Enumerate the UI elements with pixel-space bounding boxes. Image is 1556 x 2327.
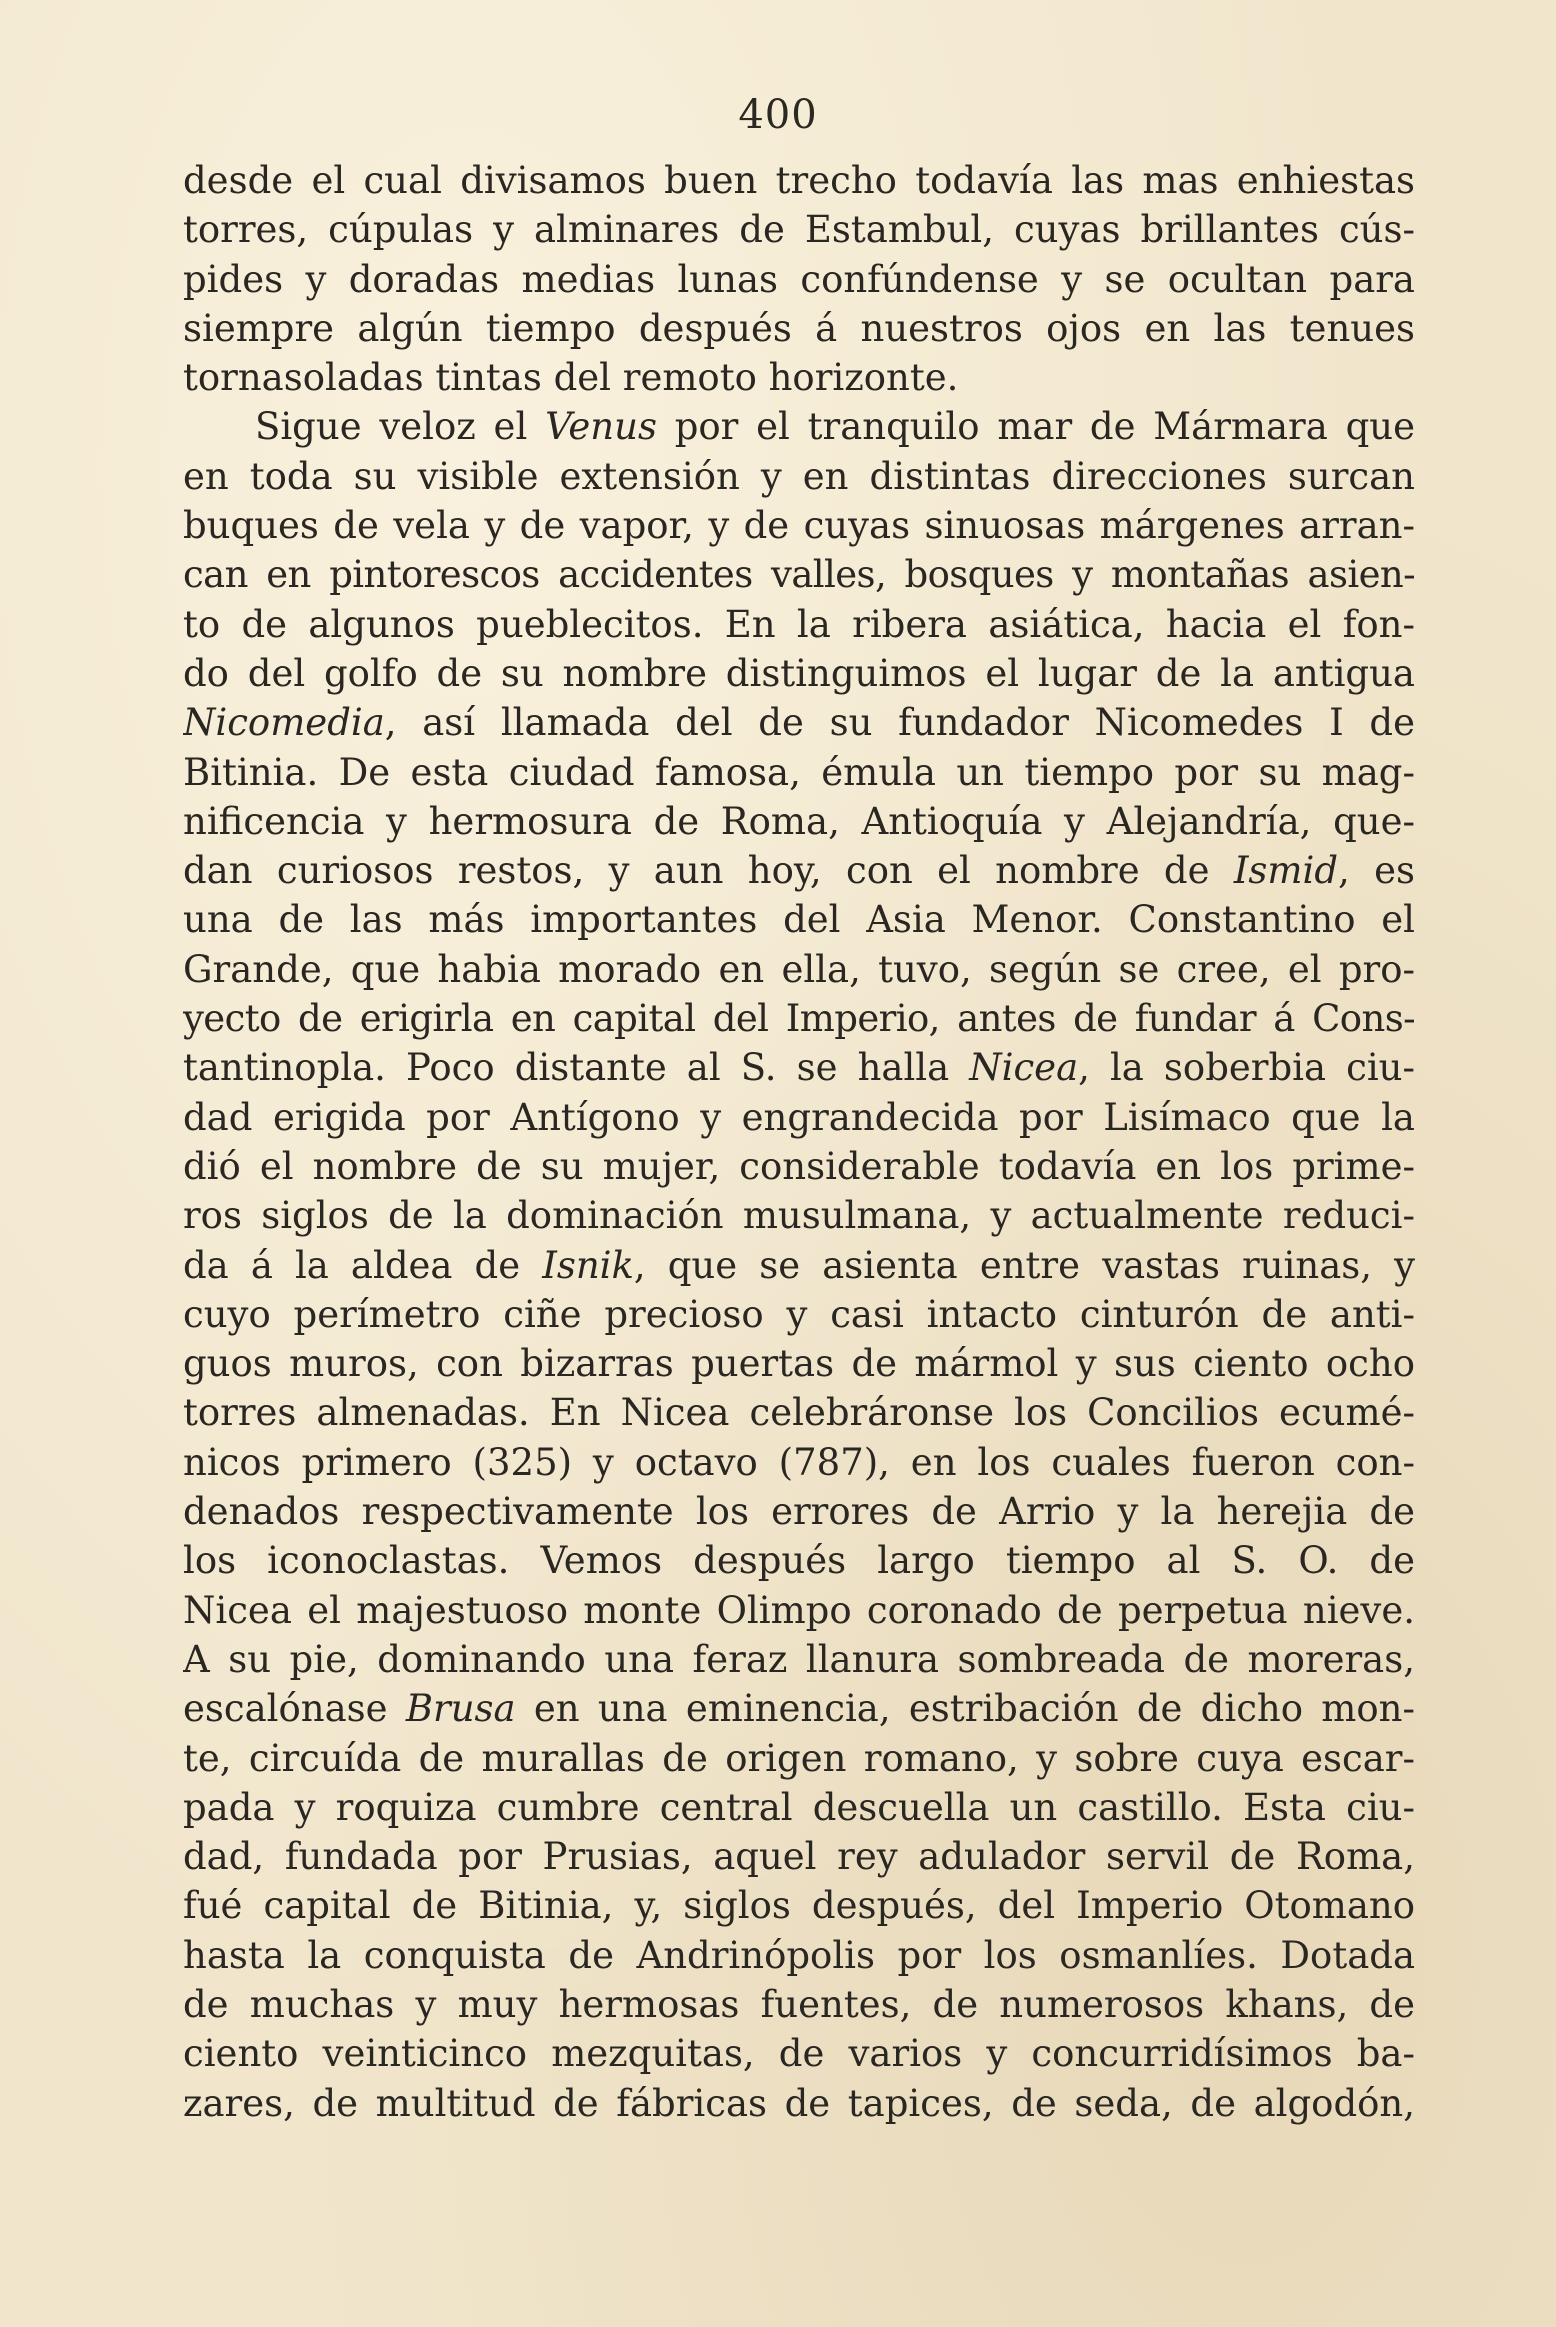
text-line: [183, 2029, 1415, 2078]
text-segment: en toda su visible extensión y en distintas direcciones surcan: [183, 454, 1415, 498]
text-line: [183, 1931, 1415, 1980]
text-segment: nificencia y hermosura de Roma, Antioquía y Alejandría, que-: [183, 799, 1415, 843]
text-segment: desde el cual divisamos buen trecho todavía las mas enhiestas: [183, 159, 1415, 202]
text-line: [183, 255, 1415, 304]
text-segment: , la soberbia ciu-: [1078, 1046, 1415, 1090]
text-line: [183, 748, 1415, 797]
text-line: [183, 994, 1415, 1043]
italic-place-name: Brusa: [405, 1687, 516, 1731]
text-line: [183, 649, 1415, 698]
text-segment: A su pie, dominando una feraz llanura sombreada de moreras,: [183, 1637, 1415, 1681]
text-segment: denados respectivamente los errores de Arrio y la herejia de: [183, 1490, 1415, 1534]
italic-place-name: Nicomedia: [183, 701, 385, 745]
text-line: [183, 1043, 1415, 1092]
text-line: [183, 2079, 1415, 2128]
text-segment: una de las más importantes del Asia Menor. Constantino el: [183, 898, 1415, 942]
text-line: [183, 797, 1415, 846]
text-segment: dad erigida por Antígono y engrandecida por Lisímaco que la: [183, 1095, 1415, 1139]
text-segment: yecto de erigirla en capital del Imperio, antes de fundar á Cons-: [183, 997, 1415, 1041]
text-segment: ros siglos de la dominación musulmana, y actualmente reduci-: [183, 1194, 1415, 1238]
text-line: [183, 1635, 1415, 1684]
text-segment: los iconoclastas. Vemos después largo tiempo al S. O. de: [183, 1539, 1415, 1583]
text-segment: da á la aldea de: [183, 1243, 543, 1287]
text-line: [183, 501, 1415, 550]
text-line: [183, 452, 1415, 501]
text-line: [183, 1980, 1415, 2029]
paragraph-first-line: [183, 402, 1415, 451]
text-line: [183, 698, 1415, 747]
body-text: [183, 156, 1415, 2128]
text-segment: por el tranquilo mar de Mármara que: [656, 405, 1415, 449]
text-line: [183, 1388, 1415, 1437]
text-line: [183, 1241, 1415, 1290]
text-line: [183, 1142, 1415, 1191]
text-segment: siempre algún tiempo después á nuestros ojos en las tenues: [183, 306, 1415, 350]
italic-place-name: Isnik: [542, 1243, 634, 1287]
text-line: [183, 1487, 1415, 1536]
text-segment: dan curiosos restos, y aun hoy, con el nombre de: [183, 849, 1234, 893]
text-segment: hasta la conquista de Andrinópolis por los osmanlíes. Dotada: [183, 1933, 1415, 1977]
text-line: [183, 304, 1415, 353]
text-segment: guos muros, con bizarras puertas de mármol y sus ciento ocho: [183, 1342, 1415, 1386]
italic-place-name: Ismid: [1233, 849, 1339, 893]
text-line: [183, 895, 1415, 944]
text-segment: dió el nombre de su mujer, considerable todavía en los prime-: [183, 1144, 1415, 1188]
text-line: [183, 1832, 1415, 1881]
text-line: [183, 205, 1415, 254]
text-segment: pada y roquiza cumbre central descuella un castillo. Esta ciu-: [183, 1785, 1415, 1829]
text-line: [183, 1734, 1415, 1783]
text-line: [183, 1093, 1415, 1142]
text-line: [183, 1586, 1415, 1635]
text-segment: cuyo perímetro ciñe precioso y casi intacto cinturón de anti-: [183, 1292, 1415, 1336]
text-line: [183, 1783, 1415, 1832]
text-segment: can en pintorescos accidentes valles, bosques y montañas asien-: [183, 553, 1415, 597]
text-line: [183, 1536, 1415, 1585]
text-segment: Grande, que habia morado en ella, tuvo, según se cree, el pro-: [183, 947, 1415, 991]
text-line: [183, 1438, 1415, 1487]
text-segment: pides y doradas medias lunas confúndense y se ocultan para: [183, 257, 1415, 301]
text-line: [183, 1684, 1415, 1733]
text-line: [183, 550, 1415, 599]
text-segment: en una eminencia, estribación de dicho mon-: [515, 1687, 1415, 1731]
text-segment: ciento veinticinco mezquitas, de varios y concurridísimos ba-: [183, 2032, 1415, 2076]
text-line: [183, 1339, 1415, 1388]
text-line: [183, 156, 1415, 205]
text-segment: tantinopla. Poco distante al S. se halla: [183, 1046, 970, 1090]
text-segment: torres, cúpulas y alminares de Estambul, cuyas brillantes cús-: [183, 208, 1415, 252]
text-line: [183, 1191, 1415, 1240]
text-line: [183, 846, 1415, 895]
page-number: 400: [738, 92, 818, 138]
text-segment: to de algunos pueblecitos. En la ribera asiática, hacia el fon-: [183, 602, 1415, 646]
text-segment: , es: [1338, 849, 1415, 893]
text-segment: dad, fundada por Prusias, aquel rey adulador servil de Roma,: [183, 1835, 1415, 1879]
text-segment: buques de vela y de vapor, y de cuyas sinuosas márgenes arran-: [183, 504, 1415, 548]
text-line: [183, 1290, 1415, 1339]
italic-place-name: Nicea: [969, 1046, 1079, 1090]
text-segment: de muchas y muy hermosas fuentes, de numerosos khans, de: [183, 1982, 1415, 2026]
text-line: [183, 353, 1415, 402]
italic-ship-name: Venus: [545, 405, 657, 449]
text-line: [183, 600, 1415, 649]
text-segment: escalónase: [183, 1687, 406, 1731]
text-line: [183, 945, 1415, 994]
text-segment: fué capital de Bitinia, y, siglos después, del Imperio Otomano: [183, 1884, 1415, 1928]
text-segment: Nicea el majestuoso monte Olimpo coronado de perpetua nieve.: [183, 1588, 1415, 1632]
text-segment: do del golfo de su nombre distinguimos el lugar de la antigua: [183, 651, 1415, 695]
text-segment: te, circuída de murallas de origen romano, y sobre cuya escar-: [183, 1736, 1415, 1780]
text-line: [183, 1881, 1415, 1930]
text-segment: torres almenadas. En Nicea celebráronse los Concilios ecumé-: [183, 1391, 1415, 1435]
text-segment: zares, de multitud de fábricas de tapices, de seda, de algodón,: [183, 2081, 1415, 2125]
text-segment: nicos primero (325) y octavo (787), en los cuales fueron con-: [183, 1440, 1415, 1484]
text-segment: Bitinia. De esta ciudad famosa, émula un tiempo por su mag-: [183, 750, 1415, 794]
text-segment: , así llamada del de su fundador Nicomedes I de: [384, 701, 1415, 745]
text-segment: , que se asienta entre vastas ruinas, y: [633, 1243, 1415, 1287]
text-segment: tornasoladas tintas del remoto horizonte.: [183, 356, 959, 400]
text-segment: Sigue veloz el: [255, 405, 546, 449]
